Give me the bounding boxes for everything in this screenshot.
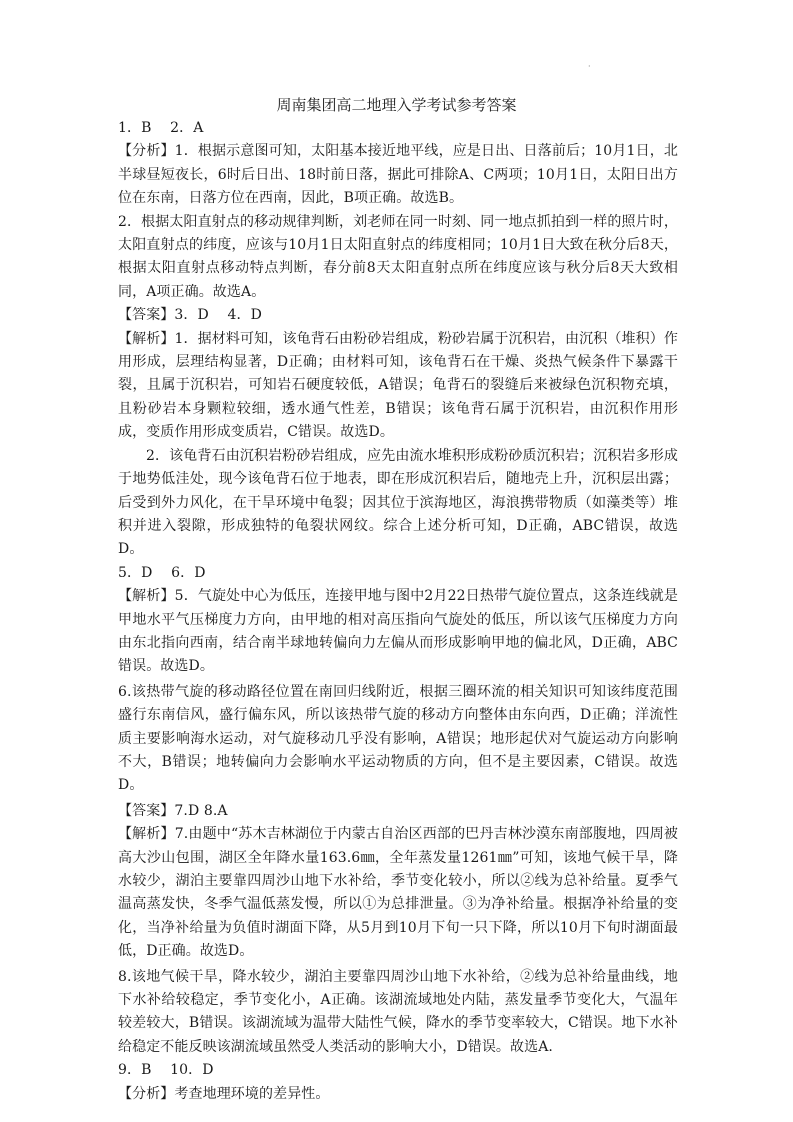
- analysis-paragraph: 【分析】1．根据示意图可知，太阳基本接近地平线，应是日出、日落前后；10月1日，北半球昼短夜长，6时后日出、18时前日落，据此可排除A、C两项；10月1日，太阳日出方位在东南，日落方位在西南，因此，B项正确。故选B。: [118, 143, 678, 207]
- analysis-paragraph: 【解析】5．气旋处中心为低压，连接甲地与图中2月22日热带气旋位置点，这条连线就是甲地水平气压梯度力方向，由甲地的相对高压指向气旋处的低压，所以该气压梯度力方向由东北指向西南，结合南半球地转偏向力左偏从而形成影响甲地的偏北风，D正确，ABC错误。故选D。: [118, 588, 678, 675]
- page-title: 周南集团高二地理入学考试参考答案: [276, 96, 517, 114]
- analysis-paragraph: 2．根据太阳直射点的移动规律判断，刘老师在同一时刻、同一地点抓拍到一样的照片时，太阳直射点的纬度，应该与10月1日太阳直射点的纬度相同；10月1日大致在秋分后8天，根据太阳直射点移动特点判断，春分前8天太阳直射点所在纬度应该与秋分后8天大致相同，A项正确。故选A。: [118, 213, 678, 300]
- answer-line: 【答案】7.D 8.A: [118, 802, 228, 819]
- scan-dot: ·: [588, 62, 591, 71]
- analysis-paragraph: 【解析】7.由题中“苏木吉林湖位于内蒙古自治区西部的巴丹吉林沙漠东南部腹地，四周被高大沙山包围，湖区全年降水量163.6㎜，全年蒸发量1261㎜”可知，该地气候干旱，降水较少，湖泊主要靠四周沙山地下水补给，季节变化较小，所以②线为总补给量。夏季气温高蒸发快，冬季气温低蒸发慢，所以①为总排泄量。③为净补给量。根据净补给量的变化，当净补给量为负值时湖面下降，从5月到10月下旬一只下降，所以10月下旬时湖面最低，D正确。故选D。: [118, 826, 678, 960]
- answer-body: [118, 117, 678, 1106]
- analysis-paragraph: 【分析】考查地理环境的差异性。: [118, 1085, 330, 1102]
- answer-line: 5．D 6．D: [118, 564, 206, 581]
- analysis-paragraph: 8.该地气候干旱，降水较少，湖泊主要靠四周沙山地下水补给，②线为总补给量曲线，地下水补给较稳定，季节变化小，A正确。该湖流域地处内陆，蒸发量季节变化大，气温年较差较大，B错误。该湖流域为温带大陆性气候，降水的季节变率较大，C错误。地下水补给稳定不能反映该湖流域虽然受人类活动的影响大小，D错误。故选A.: [118, 968, 678, 1055]
- analysis-paragraph: 【解析】1．据材料可知，该龟背石由粉砂岩组成，粉砂岩属于沉积岩，由沉积（堆积）作用形成，层理结构显著，D正确；由材料可知，该龟背石在干燥、炎热气候条件下暴露干裂，且属于沉积岩，可知岩石硬度较低，A错误；龟背石的裂缝后来被绿色沉积物充填，且粉砂岩本身颗粒较细，透水通气性差，B错误；该龟背石属于沉积岩，由沉积作用形成，变质作用形成变质岩，C错误。故选D。: [118, 330, 678, 441]
- answer-line: 9．B 10．D: [118, 1062, 214, 1079]
- answer-line: 1．B 2．A: [118, 120, 204, 136]
- answer-line: 【答案】3．D 4．D: [118, 307, 262, 324]
- analysis-paragraph: 6.该热带气旋的移动路径位置在南回归线附近，根据三圈环流的相关知识可知该纬度范围盛行东南信风，盛行偏东风，所以该热带气旋的移动方向整体由东向西，D正确；洋流性质主要影响海水运动，对气旋移动几乎没有影响，A错误；地形起伏对气旋运动方向影响不大，B错误；地转偏向力会影响水平运动物质的方向，但不是主要因素，C错误。故选D。: [118, 683, 678, 794]
- analysis-paragraph: 2．该龟背石由沉积岩粉砂岩组成，应先由流水堆积形成粉砂质沉积岩；沉积岩多形成于地势低洼处，现今该龟背石位于地表，即在形成沉积岩后，随地壳上升，沉积层出露；后受到外力风化，在干旱环境中龟裂；因其位于滨海地区，海浪携带物质（如藻类等）堆积并进入裂隙，形成独特的龟裂状网纹。综合上述分析可知，D正确，ABC错误，故选D。: [118, 447, 678, 558]
